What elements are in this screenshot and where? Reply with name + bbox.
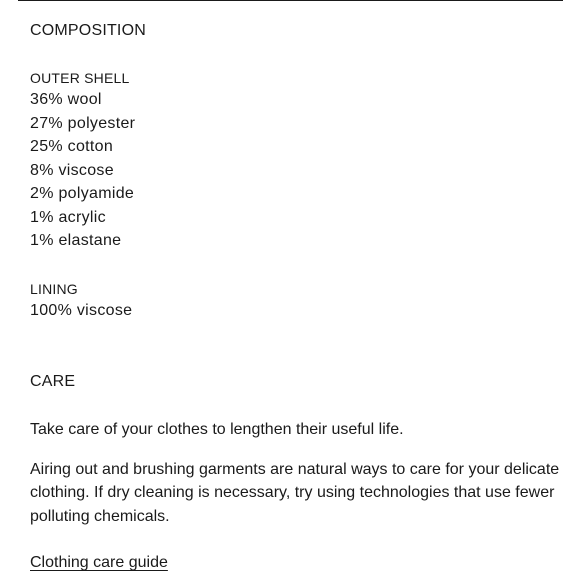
clothing-care-guide-link[interactable]: Clothing care guide: [30, 554, 168, 571]
list-item: 100% viscose: [30, 301, 133, 319]
list-item: 1% acrylic: [30, 208, 106, 226]
list-item: 2% polyamide: [30, 185, 135, 202]
lining-title: LINING: [30, 280, 78, 297]
composition-title: COMPOSITION: [30, 22, 146, 39]
outer-shell-title: OUTER SHELL: [30, 70, 130, 86]
care-paragraph-intro: Take care of your clothes to lengthen their useful life.: [30, 421, 404, 438]
care-paragraph-details: Airing out and brushing garments are natural ways to care for your delicate clothing. If dry cleaning is necessary, try using technologies that use fewer polluting chemicals.: [30, 460, 560, 525]
outer-shell-list: [30, 88, 560, 253]
top-divider: [18, 0, 563, 1]
list-item: 27% polyester: [30, 114, 136, 132]
outer-shell-group: [30, 68, 560, 253]
care-guide-link-row: [30, 552, 560, 574]
lining-group: [30, 279, 560, 323]
product-details-panel: [30, 20, 560, 574]
list-item: 25% cotton: [30, 138, 114, 155]
lining-list: [30, 299, 560, 323]
care-title: CARE: [30, 373, 76, 390]
list-item: 36% wool: [30, 91, 102, 108]
list-item: 1% elastane: [30, 232, 122, 249]
list-item: 8% viscose: [30, 161, 114, 179]
